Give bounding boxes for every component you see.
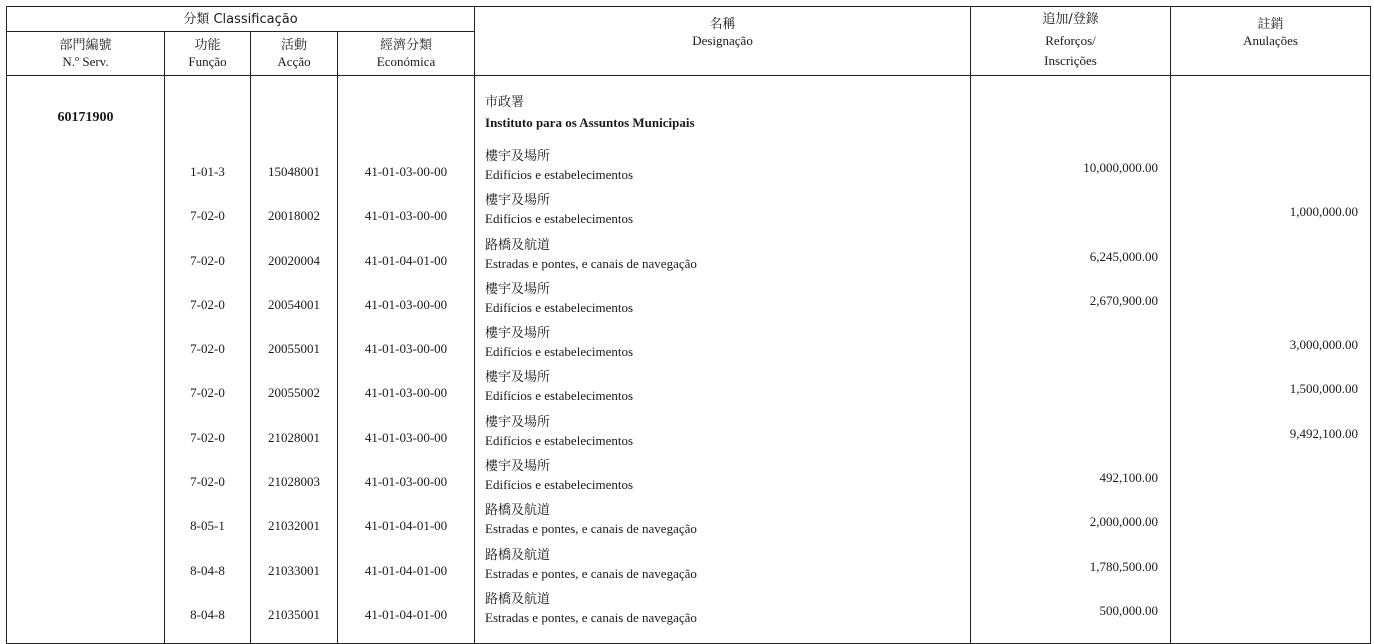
economic-code: 41-01-03-00-00: [364, 164, 448, 179]
designation-entry: [485, 591, 970, 635]
function-code: 7-02-0: [190, 429, 225, 445]
anulacao-amount: [1171, 289, 1358, 333]
designation-pt: Edifícios e estabelecimentos: [485, 477, 634, 493]
activity-code: 20020004: [268, 252, 320, 268]
function-code: 7-02-0: [190, 296, 225, 312]
econ-list: [338, 156, 474, 643]
serv-header: [7, 32, 165, 76]
designation-pt: Edifícios e estabelecimentos: [485, 432, 634, 448]
economic-code: 41-01-03-00-00: [364, 429, 448, 445]
reforco-amount: 2,670,900.00: [1089, 292, 1159, 308]
activity-code: 20055002: [268, 385, 320, 401]
activity-code: 20055001: [268, 341, 320, 357]
reforcos-column: [971, 76, 1171, 644]
econ-header-cn: 經濟分類: [380, 37, 433, 53]
designation-list: [485, 148, 970, 635]
department-name-cn: 市政署: [485, 95, 525, 110]
designation-cn: 樓宇及場所: [485, 414, 551, 430]
anulacao-amount: 1,000,000.00: [1289, 204, 1359, 220]
reforco-amount: [971, 333, 1158, 377]
department-name-pt: Instituto para os Assuntos Municipais: [485, 115, 695, 130]
economic-code: 41-01-04-01-00: [364, 562, 448, 578]
designation-pt: Edifícios e estabelecimentos: [485, 211, 634, 227]
reforco-amount: 2,000,000.00: [1089, 514, 1159, 530]
anulacoes-list: [1171, 156, 1358, 643]
designation-entry: [485, 325, 970, 369]
designation-entry: [485, 502, 970, 546]
economic-code: 41-01-04-01-00: [364, 606, 448, 622]
function-code: 7-02-0: [190, 341, 225, 357]
act-column: [251, 76, 338, 644]
reforco-amount: [971, 422, 1158, 466]
activity-code: 20054001: [268, 296, 320, 312]
act-header-cn: 活動: [280, 37, 307, 53]
anulacao-amount: [1171, 156, 1358, 200]
anulacoes-header-cn: 註銷: [1257, 17, 1284, 32]
function-code: 8-05-1: [190, 518, 225, 534]
func-header: [165, 32, 251, 76]
designation-cn: 樓宇及場所: [485, 281, 551, 297]
function-code: 8-04-8: [190, 562, 225, 578]
anulacoes-header-pt: Anulações: [1243, 33, 1298, 48]
reforcos-header: [971, 7, 1171, 76]
func-header-cn: 功能: [194, 37, 221, 53]
anulacao-amount: [1171, 245, 1358, 289]
designation-pt: Edifícios e estabelecimentos: [485, 167, 634, 182]
budget-table: [6, 6, 1371, 644]
economic-code: 41-01-03-00-00: [364, 341, 448, 357]
designation-cn: 路橋及航道: [485, 591, 551, 607]
act-header-pt: Acção: [277, 53, 311, 69]
anulacoes-column: [1171, 76, 1371, 644]
designation-cn: 路橋及航道: [485, 503, 551, 519]
designation-cn: 樓宇及場所: [485, 459, 551, 475]
designation-pt: Estradas e pontes, e canais de navegação: [485, 255, 697, 271]
designation-header: [475, 7, 971, 76]
designation-entry: [485, 458, 970, 502]
reforco-amount: 492,100.00: [1099, 470, 1159, 486]
reforcos-header-cn: 追加/登錄: [1042, 12, 1099, 27]
anulacao-amount: [1171, 466, 1358, 510]
designation-entry: [485, 148, 970, 192]
anulacao-amount: [1171, 510, 1358, 554]
designation-entry: [485, 237, 970, 281]
designation-pt: Estradas e pontes, e canais de navegação: [485, 565, 697, 581]
designation-header-cn: 名稱: [709, 17, 736, 32]
function-code: 1-01-3: [190, 164, 225, 179]
func-list: [165, 156, 250, 643]
activity-code: 21033001: [268, 562, 320, 578]
econ-header-pt: Económica: [376, 53, 436, 69]
activity-code: 15048001: [268, 164, 320, 179]
serv-header-pt: N.º Serv.: [62, 53, 109, 69]
function-code: 7-02-0: [190, 252, 225, 268]
function-code: 7-02-0: [190, 474, 225, 490]
activity-code: 21035001: [268, 606, 320, 622]
reforco-amount: [971, 200, 1158, 244]
classification-label: 分類 Classificação: [183, 11, 298, 27]
econ-column: [338, 76, 475, 644]
designation-header-pt: Designação: [692, 33, 753, 48]
serv-header-cn: 部門編號: [59, 37, 112, 53]
designation-cn: 樓宇及場所: [485, 370, 551, 386]
reforco-amount: [971, 377, 1158, 421]
body-row: [7, 76, 1371, 644]
activity-code: 20018002: [268, 208, 320, 224]
designation-pt: Edifícios e estabelecimentos: [485, 388, 634, 404]
designation-entry: [485, 369, 970, 413]
activity-code: 21028003: [268, 474, 320, 490]
designation-pt: Edifícios e estabelecimentos: [485, 299, 634, 315]
designation-pt: Edifícios e estabelecimentos: [485, 344, 634, 360]
designation-entry: [485, 281, 970, 325]
designation-cn: 樓宇及場所: [485, 149, 551, 164]
reforco-amount: 6,245,000.00: [1089, 248, 1159, 264]
anulacao-amount: [1171, 599, 1358, 643]
anulacao-amount: 3,000,000.00: [1289, 337, 1359, 353]
designation-cn: 路橋及航道: [485, 547, 551, 563]
function-code: 7-02-0: [190, 385, 225, 401]
anulacao-amount: 1,500,000.00: [1289, 381, 1359, 397]
activity-code: 21028001: [268, 429, 320, 445]
anulacao-amount: [1171, 555, 1358, 599]
designation-column: [475, 76, 971, 644]
designation-entry: [485, 414, 970, 458]
function-code: 7-02-0: [190, 208, 225, 224]
econ-header: [338, 32, 475, 76]
reforcos-list: [971, 156, 1158, 643]
function-code: 8-04-8: [190, 606, 225, 622]
economic-code: 41-01-03-00-00: [364, 474, 448, 490]
classification-header: [7, 7, 475, 32]
anulacoes-header: [1171, 7, 1371, 76]
activity-code: 21032001: [268, 518, 320, 534]
designation-cn: 樓宇及場所: [485, 193, 551, 209]
reforcos-header-pt2: Inscrições: [1044, 53, 1097, 68]
designation-entry: [485, 547, 970, 591]
act-list: [251, 156, 337, 643]
economic-code: 41-01-04-01-00: [364, 518, 448, 534]
designation-pt: Estradas e pontes, e canais de navegação: [485, 521, 697, 537]
department-code: 60171900: [57, 110, 114, 125]
economic-code: 41-01-04-01-00: [364, 252, 448, 268]
serv-column: [7, 76, 165, 644]
economic-code: 41-01-03-00-00: [364, 385, 448, 401]
designation-entry: [485, 192, 970, 236]
designation-cn: 路橋及航道: [485, 237, 551, 253]
reforco-amount: 1,780,500.00: [1089, 558, 1159, 574]
func-header-pt: Função: [188, 53, 227, 69]
economic-code: 41-01-03-00-00: [364, 208, 448, 224]
func-column: [165, 76, 251, 644]
act-header: [251, 32, 338, 76]
anulacao-amount: 9,492,100.00: [1289, 425, 1359, 441]
economic-code: 41-01-03-00-00: [364, 296, 448, 312]
header-row-top: [7, 7, 1371, 32]
reforcos-header-pt1: Reforços/: [1045, 33, 1096, 48]
designation-cn: 樓宇及場所: [485, 326, 551, 342]
reforco-amount: 500,000.00: [1099, 602, 1159, 618]
designation-pt: Estradas e pontes, e canais de navegação: [485, 609, 697, 625]
reforco-amount: 10,000,000.00: [1083, 160, 1159, 175]
